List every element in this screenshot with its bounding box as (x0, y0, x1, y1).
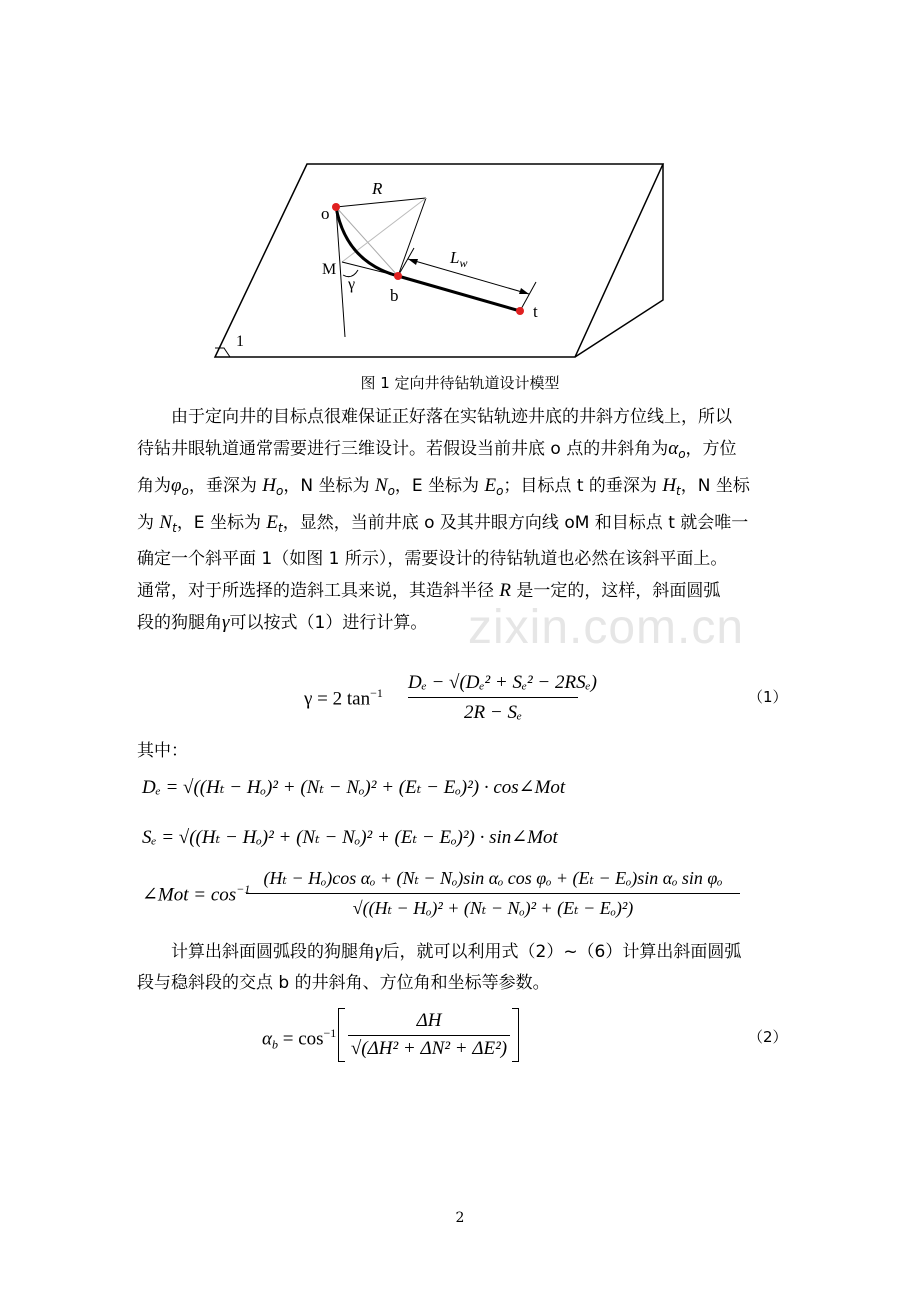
figure-caption: 图 1 定向井待钻轨道设计模型 (360, 374, 560, 392)
p2-line-1: 计算出斜面圆弧段的狗腿角γ后，就可以利用式（2）~（6）计算出斜面圆弧 (171, 941, 742, 962)
eq-Mot-numerator: (Hₜ − Hₒ)cos αₒ + (Nₜ − Nₒ)sin αₒ cos φₒ + (Eₜ − Eₒ)sin αₒ sin φₒ (263, 868, 723, 888)
label-plane-1: 1 (236, 333, 244, 350)
eq2-denominator: √(ΔH² + ΔN² + ΔE²) (350, 1038, 508, 1059)
p1-line-6: 通常，对于所选择的造斜工具来说，其造斜半径 R 是一定的，这样，斜面圆弧 (137, 580, 721, 601)
where-label: 其中： (137, 741, 188, 761)
equation-1-number: （1） (748, 688, 788, 706)
inclined-plane (215, 164, 663, 357)
p2-line-2: 段与稳斜段的交点 b 的井斜角、方位角和坐标等参数。 (137, 973, 550, 993)
page-number: 2 (455, 1210, 465, 1226)
p1-line-5: 确定一个斜平面 1（如图 1 所示），需要设计的待钻轨道也必然在该斜平面上。 (137, 549, 728, 569)
p1-line-3: 角为$\varphi_o$，垂深为 $H_o$，N 坐标为 $N_o$，E 坐标为 $E_o$；目标点 t 的垂深为 $H_t$，N 坐标 (137, 475, 750, 498)
label-b: b (390, 286, 399, 305)
lw-ext-b (398, 248, 414, 276)
p1-line-4: 为 $N_t$，E 坐标为 $E_t$，显然，当前井底 o 及其井眼方向线 oM 和目标点 t 就会唯一 (137, 512, 749, 535)
label-gamma: γ (348, 276, 356, 293)
label-M: M (322, 261, 337, 278)
segment-bt (398, 276, 520, 311)
paragraph-1 (137, 402, 787, 639)
paragraph-2 (137, 936, 787, 999)
eq1-numerator: Dₑ − √(Dₑ² + Sₑ² − 2RSₑ) (408, 672, 597, 693)
label-t: t (533, 302, 538, 321)
lw-arrow-end (519, 288, 529, 294)
eq2-numerator: ΔH (416, 1010, 442, 1031)
point-o (332, 203, 340, 211)
p1-line-2: 待钻井眼轨道通常需要进行三维设计。若假设当前井底 o 点的井斜角为$\alpha_o$，方位 (137, 438, 737, 461)
watermark: zixin.com.cn (468, 601, 745, 654)
label-R: R (372, 179, 383, 198)
lw-dimension-line (408, 259, 529, 294)
p1-line-7: 段的狗腿角γ可以按式（1）进行计算。 (137, 612, 428, 633)
figure-diagram (0, 0, 920, 372)
equation-Se: Sₑ = √((Hₜ − Hₒ)² + (Nₜ − Nₒ)² + (Eₜ − Eₒ)²) · sin∠Mot (142, 827, 558, 848)
m-center-line (342, 198, 426, 262)
radius-line-o (336, 198, 426, 207)
equation-2-number: （2） (748, 1028, 788, 1046)
eq-Mot-denominator: √((Hₜ − Hₒ)² + (Nₜ − Nₒ)² + (Eₜ − Eₒ)²) (352, 898, 634, 918)
point-b (394, 272, 402, 280)
eq1-denominator: 2R − Sₑ (464, 702, 522, 723)
chord-ob (336, 207, 398, 276)
label-Lw: $L_w$ (450, 248, 468, 270)
point-t (516, 307, 524, 315)
radius-line-b (398, 198, 426, 276)
p1-line-1: 由于定向井的目标点很难保证正好落在实钻轨迹井底的井斜方位线上，所以 (171, 407, 732, 427)
label-o: o (321, 204, 330, 223)
equation-De: Dₑ = √((Hₜ − Hₒ)² + (Nₜ − Nₒ)² + (Eₜ − Eₒ)²) · cos∠Mot (142, 777, 566, 798)
lw-arrow-start (408, 259, 418, 265)
